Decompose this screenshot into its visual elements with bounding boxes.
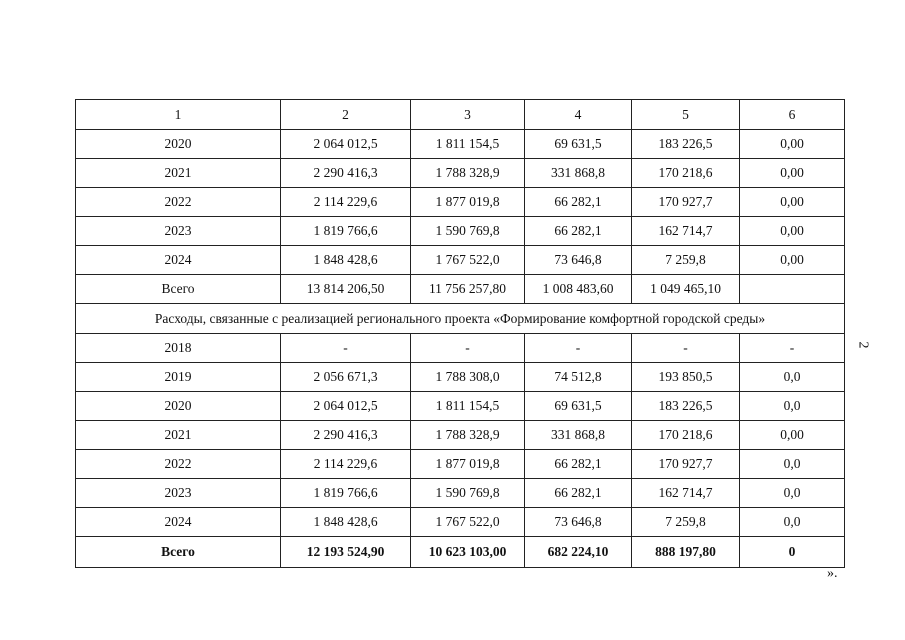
table-cell: 0,00: [740, 217, 845, 246]
table-cell: 0,0: [740, 450, 845, 479]
grand-total-row: [76, 537, 845, 568]
table-cell: 10 623 103,00: [411, 537, 525, 568]
table-cell: 0,0: [740, 479, 845, 508]
table-row: [76, 479, 845, 508]
table-cell: 0,0: [740, 392, 845, 421]
table-cell: 2023: [76, 479, 281, 508]
table-cell: 2: [281, 100, 411, 130]
table-row: [76, 508, 845, 537]
table-cell: 2021: [76, 421, 281, 450]
table-cell: 1 049 465,10: [632, 275, 740, 304]
table-cell: 1 819 766,6: [281, 479, 411, 508]
table-cell: 2 290 416,3: [281, 159, 411, 188]
table-cell: 7 259,8: [632, 508, 740, 537]
table-cell: 1 877 019,8: [411, 450, 525, 479]
table-cell: 1 767 522,0: [411, 508, 525, 537]
table-cell: 1 788 328,9: [411, 421, 525, 450]
table-cell: 2 056 671,3: [281, 363, 411, 392]
table-cell: 3: [411, 100, 525, 130]
table-cell: 183 226,5: [632, 130, 740, 159]
table-cell: 0,00: [740, 188, 845, 217]
table-cell: 0,0: [740, 363, 845, 392]
table-body: [76, 100, 845, 568]
table-cell: 7 259,8: [632, 246, 740, 275]
table-cell: -: [632, 334, 740, 363]
table-cell: 2 064 012,5: [281, 392, 411, 421]
table-cell: 1 877 019,8: [411, 188, 525, 217]
table-row: [76, 334, 845, 363]
table-cell: 193 850,5: [632, 363, 740, 392]
table-cell: 2022: [76, 188, 281, 217]
table-cell: 0,0: [740, 508, 845, 537]
table-cell: 2 290 416,3: [281, 421, 411, 450]
table-cell: 74 512,8: [525, 363, 632, 392]
table-cell: 13 814 206,50: [281, 275, 411, 304]
table-cell: 1: [76, 100, 281, 130]
table-cell: [740, 275, 845, 304]
table-row: [76, 246, 845, 275]
table-cell: 69 631,5: [525, 130, 632, 159]
table-cell: -: [411, 334, 525, 363]
table-cell: 1 788 328,9: [411, 159, 525, 188]
table-row: [76, 159, 845, 188]
table-cell: 0: [740, 537, 845, 568]
table-row: [76, 392, 845, 421]
table-cell: 170 927,7: [632, 450, 740, 479]
table-cell: 2020: [76, 392, 281, 421]
table-cell: 1 811 154,5: [411, 392, 525, 421]
table-cell: 2021: [76, 159, 281, 188]
table-row: [76, 188, 845, 217]
table-cell: 66 282,1: [525, 188, 632, 217]
table-cell: 1 848 428,6: [281, 508, 411, 537]
table-cell: 2 064 012,5: [281, 130, 411, 159]
table-cell: 11 756 257,80: [411, 275, 525, 304]
table-cell: 1 788 308,0: [411, 363, 525, 392]
table-cell: 66 282,1: [525, 479, 632, 508]
table-cell: 69 631,5: [525, 392, 632, 421]
table-row: [76, 450, 845, 479]
table-cell: 888 197,80: [632, 537, 740, 568]
table-cell: 162 714,7: [632, 479, 740, 508]
table-cell: 2 114 229,6: [281, 188, 411, 217]
table-cell: 66 282,1: [525, 217, 632, 246]
section-title-row: [76, 304, 845, 334]
table-cell: 1 811 154,5: [411, 130, 525, 159]
table-cell: 170 218,6: [632, 159, 740, 188]
table-cell: 1 590 769,8: [411, 479, 525, 508]
table-cell: 6: [740, 100, 845, 130]
table-cell: 682 224,10: [525, 537, 632, 568]
table-cell: 2023: [76, 217, 281, 246]
table-cell: 1 590 769,8: [411, 217, 525, 246]
table-cell: 5: [632, 100, 740, 130]
table-cell: 170 927,7: [632, 188, 740, 217]
table-cell: Всего: [76, 537, 281, 568]
table-cell: 1 848 428,6: [281, 246, 411, 275]
table-cell: 170 218,6: [632, 421, 740, 450]
table-cell: 2024: [76, 246, 281, 275]
table-cell: -: [740, 334, 845, 363]
budget-table: [75, 99, 845, 568]
total-row: [76, 275, 845, 304]
table-cell: 1 008 483,60: [525, 275, 632, 304]
table-cell: 66 282,1: [525, 450, 632, 479]
table-row: [76, 130, 845, 159]
table-cell: 1 819 766,6: [281, 217, 411, 246]
table-cell: 331 868,8: [525, 159, 632, 188]
table-cell: 2 114 229,6: [281, 450, 411, 479]
table-row: [76, 217, 845, 246]
table-cell: -: [281, 334, 411, 363]
table-cell: -: [525, 334, 632, 363]
section-title: Расходы, связанные с реализацией регионального проекта «Формирование комфортной городской среды»: [76, 304, 845, 334]
table-cell: 0,00: [740, 246, 845, 275]
table-cell: 73 646,8: [525, 246, 632, 275]
table-cell: 2022: [76, 450, 281, 479]
table-cell: 162 714,7: [632, 217, 740, 246]
table-cell: 183 226,5: [632, 392, 740, 421]
table-cell: 2024: [76, 508, 281, 537]
table-cell: 4: [525, 100, 632, 130]
table-cell: 0,00: [740, 159, 845, 188]
table-cell: Всего: [76, 275, 281, 304]
table-cell: 12 193 524,90: [281, 537, 411, 568]
closing-quote: ».: [827, 566, 838, 581]
table-cell: 73 646,8: [525, 508, 632, 537]
header-row: [76, 100, 845, 130]
table-row: [76, 363, 845, 392]
page-number: 2: [855, 341, 871, 349]
table-cell: 0,00: [740, 421, 845, 450]
table-cell: 2018: [76, 334, 281, 363]
table-cell: 1 767 522,0: [411, 246, 525, 275]
table-row: [76, 421, 845, 450]
table-cell: 331 868,8: [525, 421, 632, 450]
table-cell: 2019: [76, 363, 281, 392]
table-cell: 2020: [76, 130, 281, 159]
table-cell: 0,00: [740, 130, 845, 159]
